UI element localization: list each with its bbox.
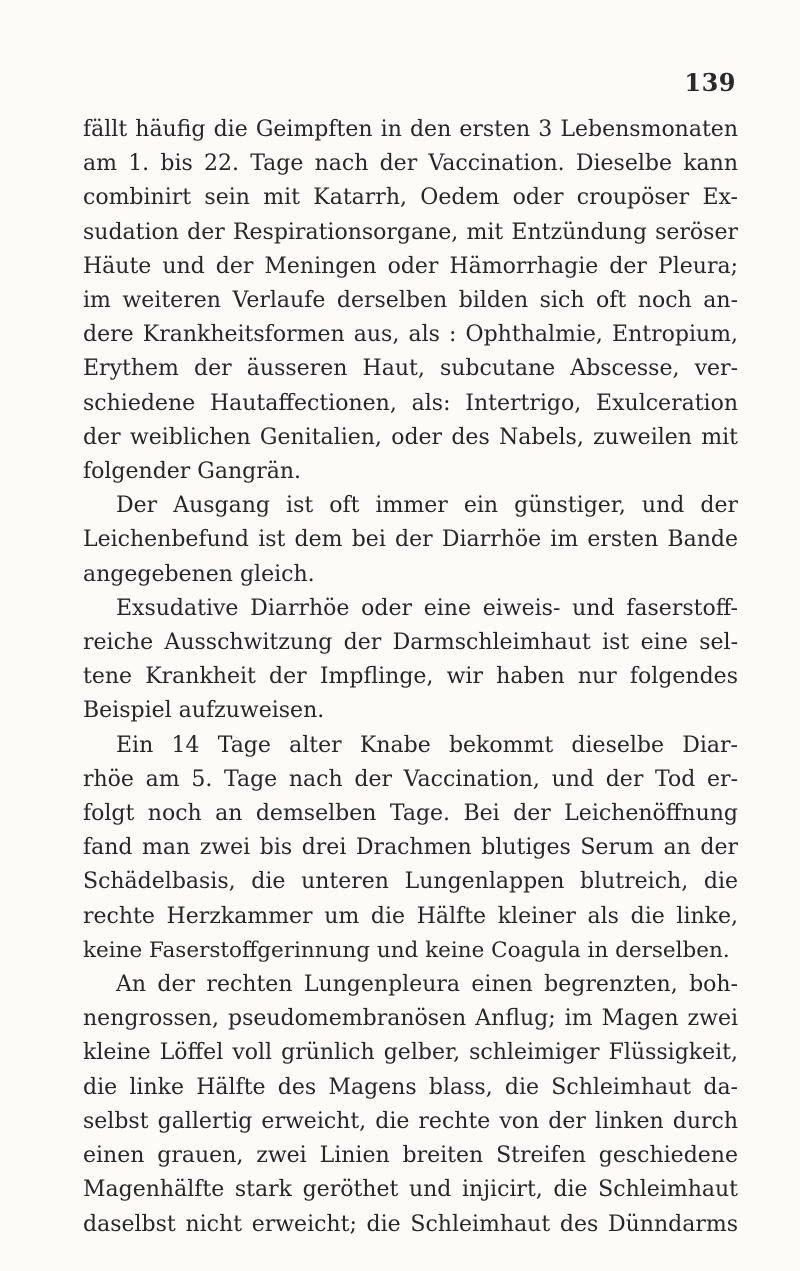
text-line: keine Faserstoffgerinnung und keine Coagula in derselben. <box>83 937 730 963</box>
text-line: Leichenbefund ist dem bei der Diarrhöe im ersten Bande <box>83 527 738 553</box>
body-text <box>83 113 738 1242</box>
text-line: die linke Hälfte des Magens blass, die Schleimhaut da- <box>83 1074 738 1100</box>
text-line: tene Krankheit der Impflinge, wir haben nur folgendes <box>83 664 738 690</box>
text-line: fand man zwei bis drei Drachmen blutiges Serum an der <box>83 835 738 861</box>
text-line: am 1. bis 22. Tage nach der Vaccination. Dieselbe kann <box>83 151 738 177</box>
text-line: An der rechten Lungenpleura einen begrenzten, boh- <box>116 972 738 998</box>
text-line: selbst gallertig erweicht, die rechte von der linken durch <box>83 1108 738 1134</box>
text-line: nengrossen, pseudomembranösen Anflug; im Magen zwei <box>83 1006 738 1032</box>
text-line: folgender Gangrän. <box>83 459 302 485</box>
text-line: rechte Herzkammer um die Hälfte kleiner als die linke, <box>83 903 738 929</box>
page-number: 139 <box>684 68 736 97</box>
text-line: rhöe am 5. Tage nach der Vaccination, und der Tod er- <box>83 766 738 792</box>
text-line: einen grauen, zwei Linien breiten Streifen geschiedene <box>83 1143 738 1169</box>
text-line: angegebenen gleich. <box>83 561 315 587</box>
text-line: folgt noch an demselben Tage. Bei der Leichenöffnung <box>83 801 738 827</box>
text-line: Schädelbasis, die unteren Lungenlappen blutreich, die <box>83 869 738 895</box>
text-line: schiedene Hautaffectionen, als: Intertrigo, Exulceration <box>83 390 738 416</box>
text-line: daselbst nicht erweicht; die Schleimhaut des Dünndarms <box>83 1211 738 1237</box>
text-line: sudation der Respirationsorgane, mit Entzündung seröser <box>83 219 738 245</box>
text-line: Ein 14 Tage alter Knabe bekommt dieselbe Diar- <box>116 732 738 758</box>
text-line: im weiteren Verlaufe derselben bilden sich oft noch an- <box>83 288 738 314</box>
text-line: Exsudative Diarrhöe oder eine eiweis- und faserstoff- <box>116 595 738 621</box>
text-line: Magenhälfte stark geröthet und injicirt, die Schleimhaut <box>83 1177 738 1203</box>
text-line: combinirt sein mit Katarrh, Oedem oder croupöser Ex- <box>83 185 738 211</box>
text-line: Erythem der äusseren Haut, subcutane Abscesse, ver- <box>83 356 738 382</box>
text-line: Beispiel aufzuweisen. <box>83 698 325 724</box>
text-line: kleine Löffel voll grünlich gelber, schleimiger Flüssigkeit, <box>83 1040 738 1066</box>
text-line: Der Ausgang ist oft immer ein günstiger, und der <box>116 493 738 519</box>
text-line: fällt häufig die Geimpften in den ersten 3 Lebensmonaten <box>83 117 738 142</box>
text-line: Häute und der Meningen oder Hämorrhagie der Pleura; <box>83 253 738 279</box>
text-line: dere Krankheitsformen aus, als : Ophthalmie, Entropium, <box>83 322 738 348</box>
text-line: der weiblichen Genitalien, oder des Nabels, zuweilen mit <box>83 424 738 450</box>
text-line: reiche Ausschwitzung der Darmschleimhaut ist eine sel- <box>83 630 738 656</box>
